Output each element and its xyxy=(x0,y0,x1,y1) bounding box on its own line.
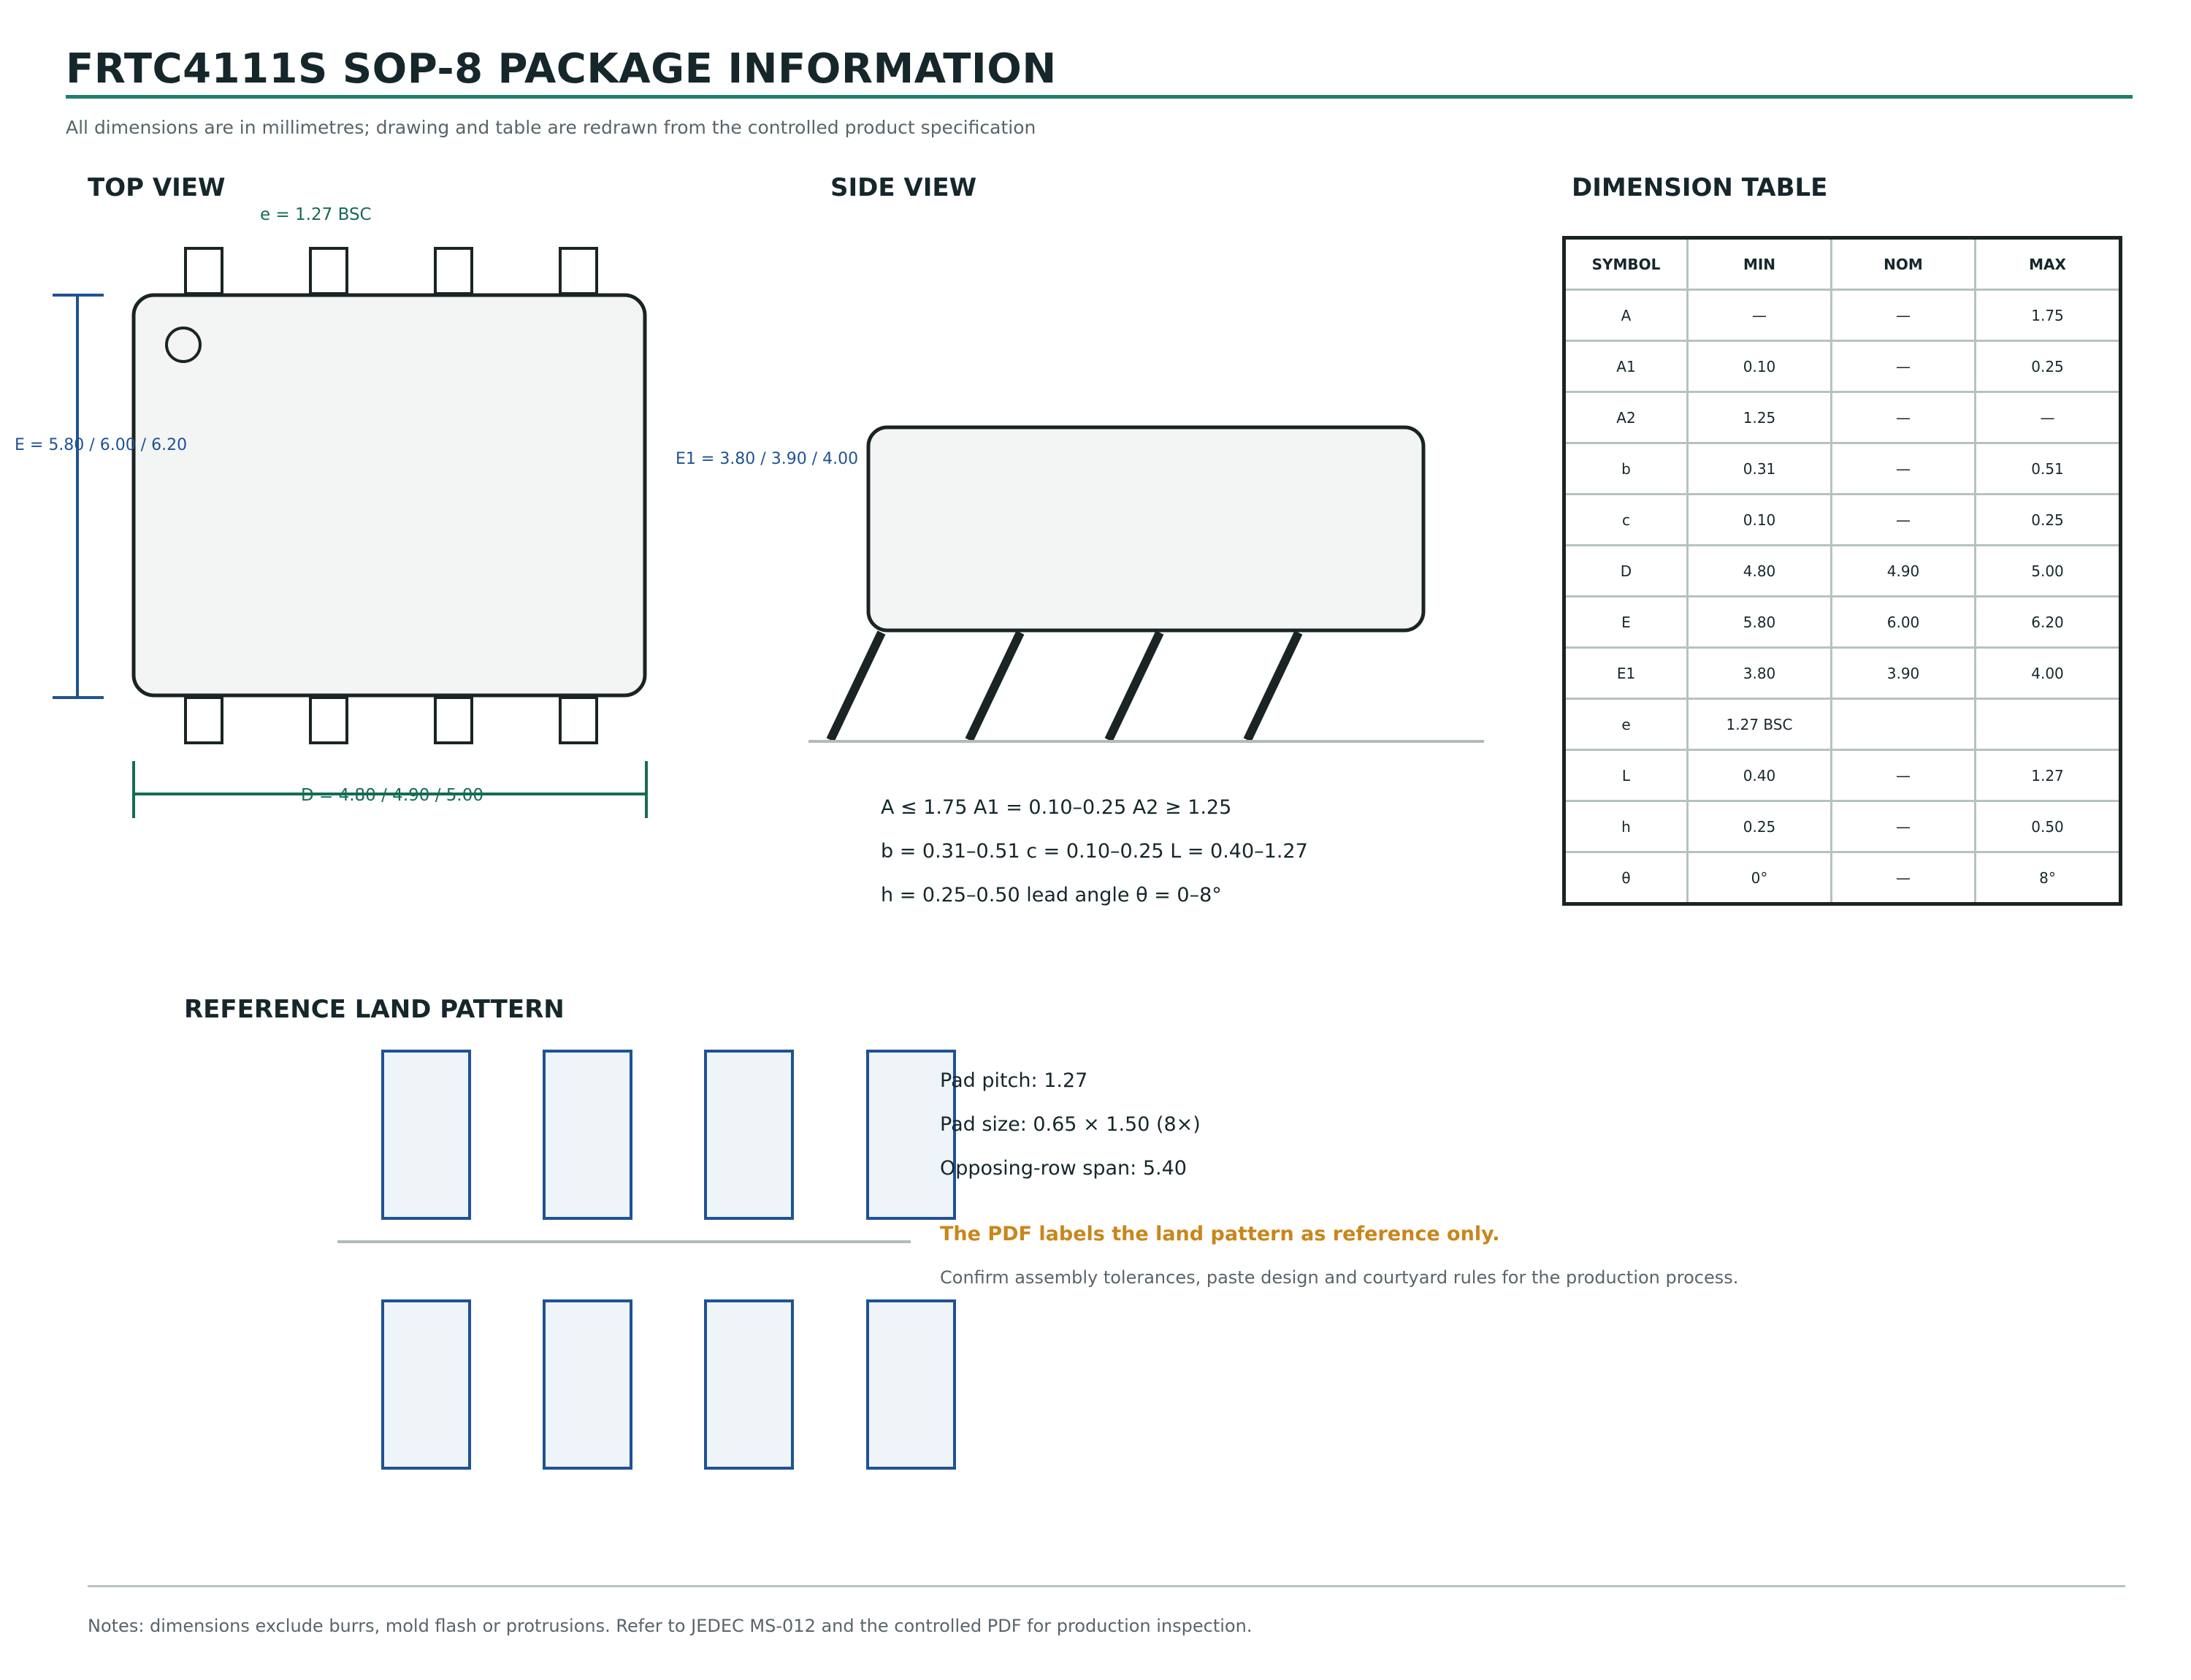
dimension-table xyxy=(1562,236,2122,906)
pad-top-3 xyxy=(706,1051,792,1218)
value-cell: 0.25 xyxy=(1976,495,2121,546)
symbol-cell: D xyxy=(1564,546,1688,597)
value-cell: — xyxy=(1832,392,1976,443)
lead-3 xyxy=(1109,633,1160,740)
value-cell: 5.80 xyxy=(1688,597,1832,648)
top-view-body xyxy=(134,295,645,695)
pad-bottom-4 xyxy=(868,1301,955,1468)
value-cell: 0.25 xyxy=(1976,341,2121,392)
column-header: SYMBOL xyxy=(1564,238,1688,290)
column-header: MAX xyxy=(1976,238,2121,290)
lead-1 xyxy=(830,633,882,740)
reference-warning: The PDF labels the land pattern as reference only. xyxy=(940,1223,1500,1245)
lead-2 xyxy=(969,633,1020,740)
top-view-pins-bottom xyxy=(186,698,597,743)
pad-pitch-text: Pad pitch: 1.27 xyxy=(940,1069,1088,1092)
d-dimension-label: D = 4.80 / 4.90 / 5.00 xyxy=(301,786,483,805)
value-cell: 0° xyxy=(1688,852,1832,904)
value-cell: 0.50 xyxy=(1976,801,2121,852)
value-cell: 0.25 xyxy=(1688,801,1832,852)
value-cell xyxy=(1976,699,2121,750)
value-cell: — xyxy=(1832,443,1976,495)
value-cell: 5.00 xyxy=(1976,546,2121,597)
pad-bottom-2 xyxy=(544,1301,631,1468)
side-spec-line-2: b = 0.31–0.51 c = 0.10–0.25 L = 0.40–1.27 xyxy=(881,840,1308,863)
value-cell: 1.25 xyxy=(1688,392,1832,443)
table-row xyxy=(1564,852,2121,904)
top-view-heading: TOP VIEW xyxy=(88,173,226,202)
side-view-body xyxy=(868,427,1423,630)
symbol-cell: A1 xyxy=(1564,341,1688,392)
table-row xyxy=(1564,648,2121,699)
pin-bottom-2 xyxy=(310,698,347,743)
table-row xyxy=(1564,750,2121,801)
value-cell: — xyxy=(1832,852,1976,904)
e-dimension-line xyxy=(53,295,104,698)
e-dimension-label: E = 5.80 / 6.00 / 6.20 xyxy=(15,436,188,454)
value-cell: 6.20 xyxy=(1976,597,2121,648)
pin-top-2 xyxy=(310,248,347,294)
symbol-cell: E1 xyxy=(1564,648,1688,699)
table-row xyxy=(1564,699,2121,750)
value-cell: — xyxy=(1832,495,1976,546)
value-cell: 8° xyxy=(1976,852,2121,904)
side-view-leads xyxy=(830,633,1299,740)
value-cell xyxy=(1832,699,1976,750)
table-row xyxy=(1564,495,2121,546)
symbol-cell: h xyxy=(1564,801,1688,852)
row-span-text: Opposing-row span: 5.40 xyxy=(940,1157,1187,1180)
value-cell: 0.31 xyxy=(1688,443,1832,495)
table-row xyxy=(1564,443,2121,495)
land-pattern-heading: REFERENCE LAND PATTERN xyxy=(184,995,565,1024)
side-view-heading: SIDE VIEW xyxy=(830,173,977,202)
column-header: MIN xyxy=(1688,238,1832,290)
value-cell: 4.90 xyxy=(1832,546,1976,597)
value-cell: 3.80 xyxy=(1688,648,1832,699)
symbol-cell: L xyxy=(1564,750,1688,801)
pin-top-4 xyxy=(560,248,597,294)
pitch-label: e = 1.27 BSC xyxy=(260,205,372,224)
lead-4 xyxy=(1247,633,1299,740)
symbol-cell: A xyxy=(1564,290,1688,341)
value-cell: 1.27 xyxy=(1976,750,2121,801)
page-subtitle: All dimensions are in millimetres; drawing and table are redrawn from the controlled product specification xyxy=(66,117,1036,138)
page-title: FRTC4111S SOP-8 PACKAGE INFORMATION xyxy=(66,45,1057,93)
top-view-pins-top xyxy=(186,248,597,294)
symbol-cell: A2 xyxy=(1564,392,1688,443)
dimension-table-heading: DIMENSION TABLE xyxy=(1572,173,1828,202)
value-cell: 1.75 xyxy=(1976,290,2121,341)
pin-bottom-4 xyxy=(560,698,597,743)
symbol-cell: c xyxy=(1564,495,1688,546)
side-spec-line-1: A ≤ 1.75 A1 = 0.10–0.25 A2 ≥ 1.25 xyxy=(881,796,1232,819)
value-cell: 0.40 xyxy=(1688,750,1832,801)
table-row xyxy=(1564,801,2121,852)
value-cell: — xyxy=(1832,750,1976,801)
value-cell: — xyxy=(1832,801,1976,852)
footer-divider xyxy=(88,1585,2125,1587)
table-row xyxy=(1564,341,2121,392)
side-spec-line-3: h = 0.25–0.50 lead angle θ = 0–8° xyxy=(881,884,1222,906)
value-cell: 6.00 xyxy=(1832,597,1976,648)
pin-top-3 xyxy=(435,248,472,294)
value-cell: — xyxy=(1976,392,2121,443)
value-cell: 0.10 xyxy=(1688,341,1832,392)
table-row xyxy=(1564,290,2121,341)
table-header-row xyxy=(1564,238,2121,290)
pin-bottom-1 xyxy=(186,698,222,743)
table-row xyxy=(1564,392,2121,443)
symbol-cell: e xyxy=(1564,699,1688,750)
value-cell: 1.27 BSC xyxy=(1688,699,1832,750)
pad-bottom-1 xyxy=(383,1301,470,1468)
pad-top-2 xyxy=(544,1051,631,1218)
confirm-note: Confirm assembly tolerances, paste design and courtyard rules for the production process. xyxy=(940,1267,1739,1288)
value-cell: 3.90 xyxy=(1832,648,1976,699)
value-cell: 4.00 xyxy=(1976,648,2121,699)
pin-top-1 xyxy=(186,248,222,294)
pad-size-text: Pad size: 0.65 × 1.50 (8×) xyxy=(940,1113,1201,1136)
value-cell: 0.10 xyxy=(1688,495,1832,546)
value-cell: — xyxy=(1832,290,1976,341)
land-pattern-pads xyxy=(383,1051,955,1468)
symbol-cell: θ xyxy=(1564,852,1688,904)
table-row xyxy=(1564,546,2121,597)
dimension-table-body xyxy=(1564,290,2121,904)
pad-top-1 xyxy=(383,1051,470,1218)
value-cell: — xyxy=(1832,341,1976,392)
footer-notes: Notes: dimensions exclude burrs, mold flash or protrusions. Refer to JEDEC MS-012 and the controlled PDF for production inspection. xyxy=(88,1616,1253,1636)
pad-bottom-3 xyxy=(706,1301,792,1468)
symbol-cell: E xyxy=(1564,597,1688,648)
symbol-cell: b xyxy=(1564,443,1688,495)
pin-bottom-3 xyxy=(435,698,472,743)
value-cell: 0.51 xyxy=(1976,443,2121,495)
value-cell: 4.80 xyxy=(1688,546,1832,597)
column-header: NOM xyxy=(1832,238,1976,290)
table-row xyxy=(1564,597,2121,648)
value-cell: — xyxy=(1688,290,1832,341)
e1-dimension-label: E1 = 3.80 / 3.90 / 4.00 xyxy=(676,450,859,468)
